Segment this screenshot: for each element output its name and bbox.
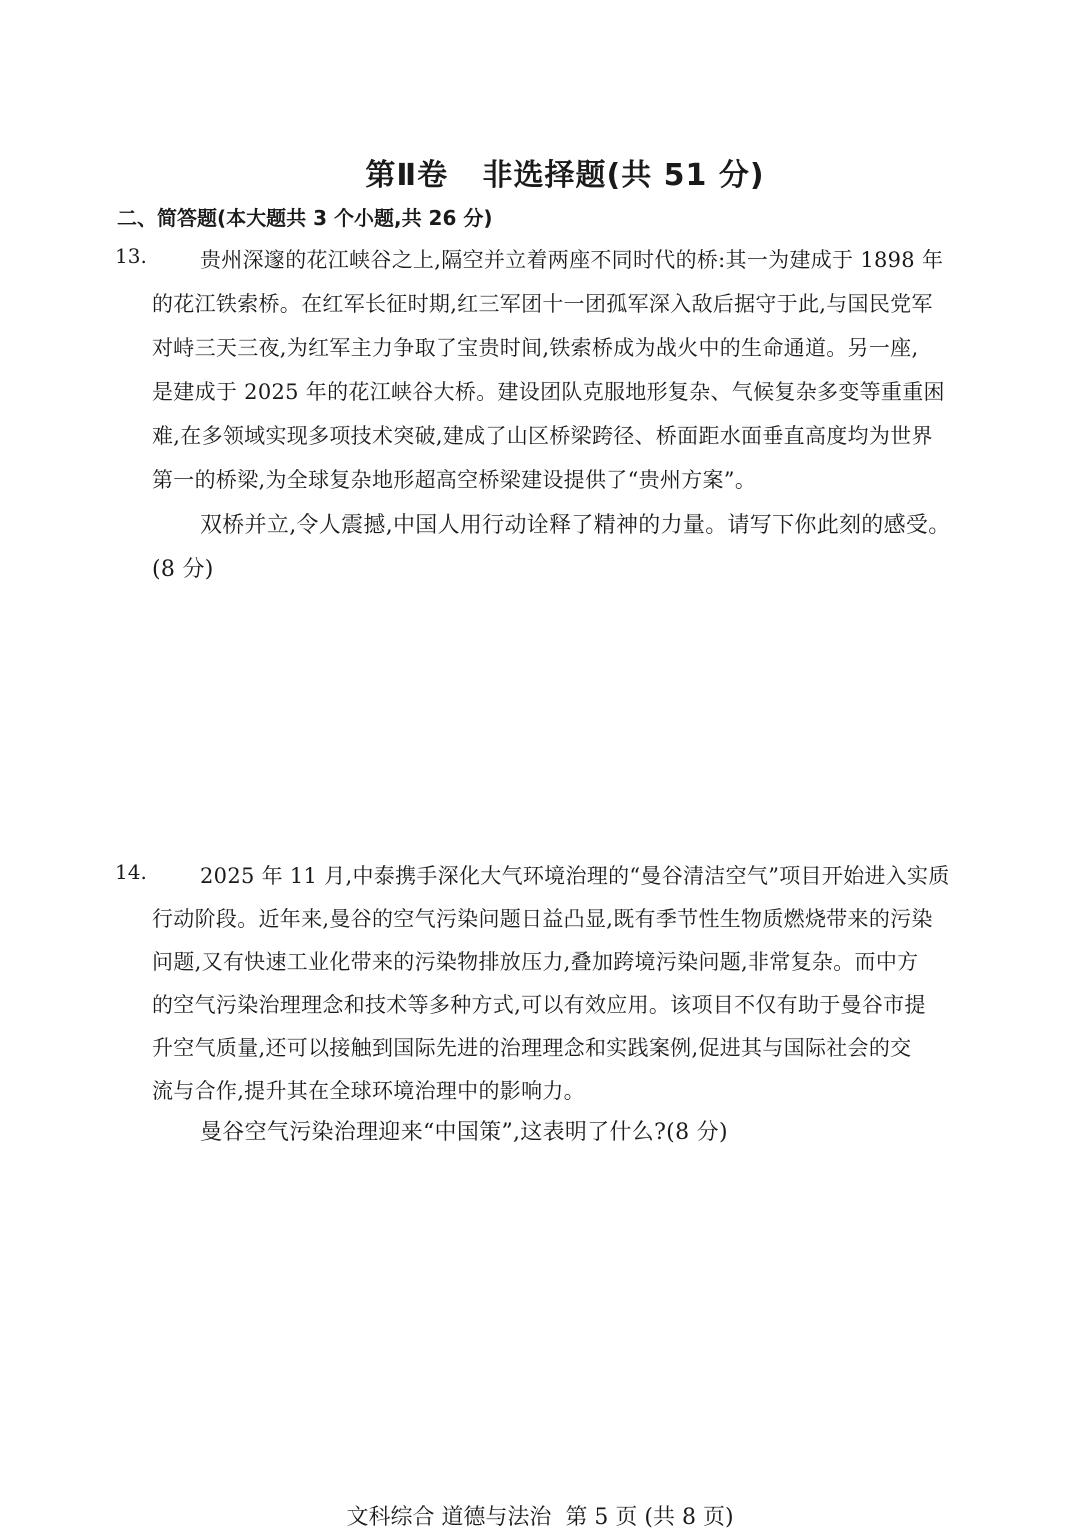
section-title: 第Ⅱ卷 非选择题(共 51 分) (365, 158, 765, 193)
page-footer: 文科综合 道德与法治 第 5 页 (共 8 页) (346, 1505, 734, 1530)
question-text-line: 问题,又有快速工业化带来的污染物排放压力,叠加跨境污染问题,非常复杂。而中方 (152, 950, 919, 974)
question-number: 13. (115, 244, 147, 268)
question-prompt: 曼谷空气污染治理迎来“中国策”,这表明了什么?(8 分) (200, 1120, 728, 1145)
question-text-line: 2025 年 11 月,中泰携手深化大气环境治理的“曼谷清洁空气”项目开始进入实质 (200, 864, 950, 888)
question-text-line: 的空气污染治理理念和技术等多种方式,可以有效应用。该项目不仅有助于曼谷市提 (152, 993, 926, 1017)
question-number: 14. (115, 860, 147, 884)
question-text-line: 升空气质量,还可以接触到国际先进的治理理念和实践案例,促进其与国际社会的交 (152, 1036, 912, 1060)
question-text-line: 的花江铁索桥。在红军长征时期,红三军团十一团孤军深入敌后据守于此,与国民党军 (152, 292, 933, 316)
question-text-line: 行动阶段。近年来,曼谷的空气污染问题日益凸显,既有季节性生物质燃烧带来的污染 (152, 907, 933, 931)
question-text-line: 贵州深邃的花江峡谷之上,隔空并立着两座不同时代的桥:其一为建成于 1898 年 (200, 248, 944, 272)
question-text-line: 第一的桥梁,为全球复杂地形超高空桥梁建设提供了“贵州方案”。 (152, 468, 757, 492)
question-score: (8 分) (152, 557, 214, 582)
question-prompt: 双桥并立,令人震撼,中国人用行动诠释了精神的力量。请写下你此刻的感受。 (200, 513, 951, 538)
question-text-line: 难,在多领域实现多项技术突破,建成了山区桥梁跨径、桥面距水面垂直高度均为世界 (152, 424, 933, 448)
part-heading: 二、简答题(本大题共 3 个小题,共 26 分) (117, 206, 493, 230)
question-text-line: 是建成于 2025 年的花江峡谷大桥。建设团队克服地形复杂、气候复杂多变等重重困 (152, 380, 945, 404)
question-text-line: 对峙三天三夜,为红军主力争取了宝贵时间,铁索桥成为战火中的生命通道。另一座, (152, 336, 919, 360)
question-text-line: 流与合作,提升其在全球环境治理中的影响力。 (152, 1079, 585, 1103)
